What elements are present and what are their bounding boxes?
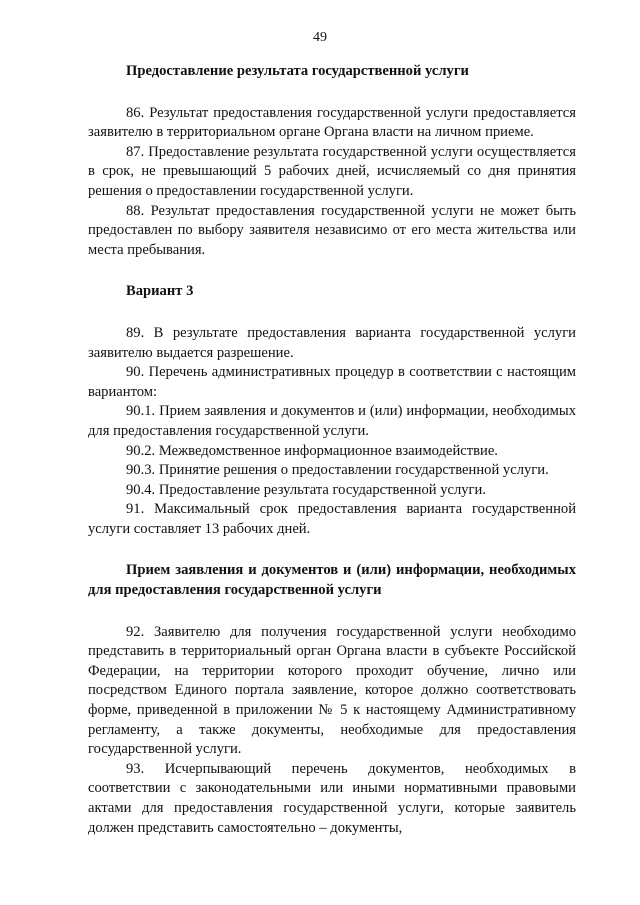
paragraph-86: 86. Результат предоставления государственной услуги предоставляется заявителю в территориальном органе Органа власти на личном приеме. bbox=[88, 104, 576, 141]
section-heading-result: Предоставление результата государственной услуги bbox=[126, 63, 469, 79]
paragraph-93: 93. Исчерпывающий перечень документов, необходимых в соответствии с законодательными или иными нормативными правовыми актами для предоставления государственной услуги, которые заявитель должен представить самостоятельно – документы, bbox=[88, 760, 576, 836]
page-number: 49 bbox=[313, 30, 327, 45]
section-heading-variant-3: Вариант 3 bbox=[126, 283, 194, 300]
paragraph-89: 89. В результате предоставления варианта государственной услуги заявителю выдается разрешение. bbox=[88, 324, 576, 361]
paragraph-87: 87. Предоставление результата государственной услуги осуществляется в срок, не превышающий 5 рабочих дней, исчисляемый со дня принятия решения о предоставлении государственной услуги. bbox=[88, 143, 576, 199]
paragraph-88: 88. Результат предоставления государственной услуги не может быть предоставлен по выбору заявителя независимо от его места жительства или места пребывания. bbox=[88, 202, 576, 258]
paragraph-90: 90. Перечень административных процедур в соответствии с настоящим вариантом: bbox=[88, 364, 576, 400]
paragraph-90-3: 90.3. Принятие решения о предоставлении государственной услуги. bbox=[126, 462, 549, 479]
document-body bbox=[88, 62, 576, 838]
paragraph-91: 91. Максимальный срок предоставления варианта государственной услуги составляет 13 рабочих дней. bbox=[88, 501, 576, 537]
paragraph-90-4: 90.4. Предоставление результата государственной услуги. bbox=[126, 481, 486, 498]
paragraph-90-1: 90.1. Прием заявления и документов и (или) информации, необходимых для предоставления государственной услуги. bbox=[88, 403, 576, 439]
paragraph-92: 92. Заявителю для получения государственной услуги необходимо представить в территориальный орган Органа власти в субъекте Российской Федерации, на территории которого проходит обучение, лично или посредством Единого портала заявление, которое должно соответствовать форме, приведенной в приложении № 5 к настоящему Административному регламенту, а также документы, необходимые для предоставления государственной услуги. bbox=[88, 623, 576, 758]
section-heading-application-intake: Прием заявления и документов и (или) информации, необходимых для предоставления государственной услуги bbox=[88, 562, 576, 599]
paragraph-90-2: 90.2. Межведомственное информационное взаимодействие. bbox=[126, 442, 498, 459]
